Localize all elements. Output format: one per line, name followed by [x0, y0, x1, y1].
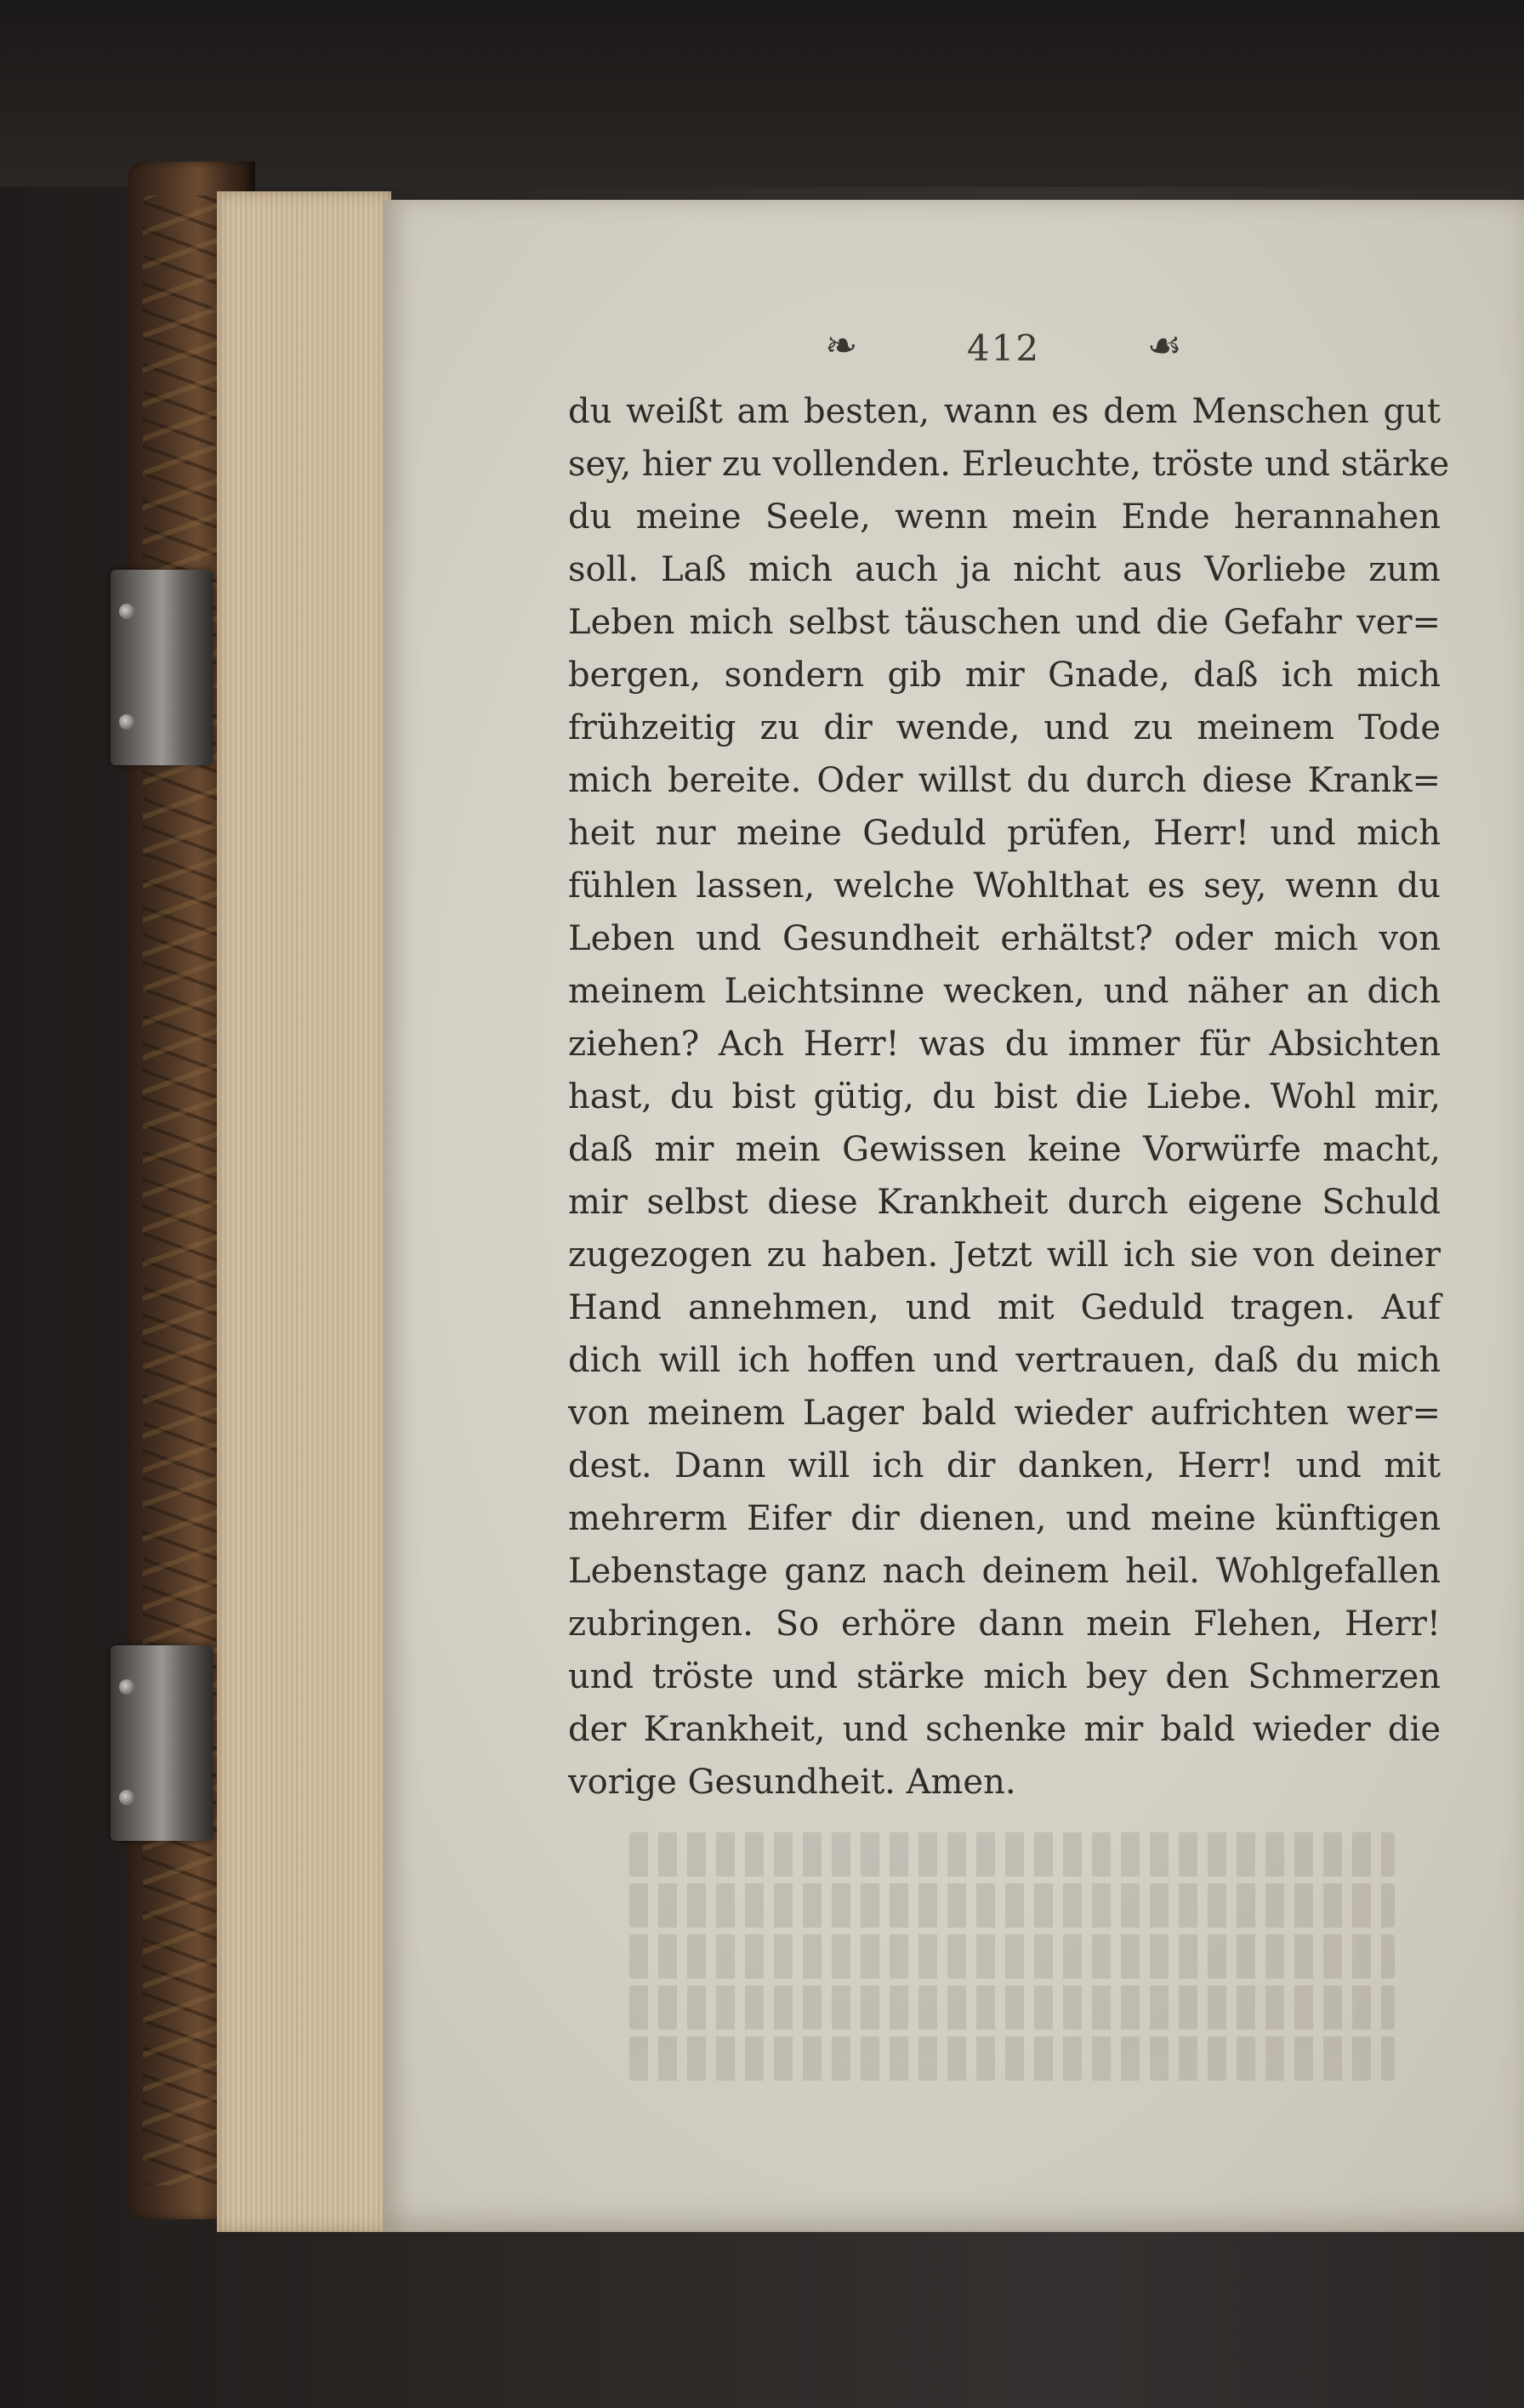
text-line: hast, du bist gütig, du bist die Liebe. Wohl mir, [568, 1077, 1441, 1116]
page-number: 412 [966, 327, 1041, 369]
ghost-line [629, 1832, 1395, 1877]
text-line: vorige Gesundheit. Amen. [568, 1763, 1016, 1802]
show-through-text [629, 1832, 1395, 2104]
page-block-edge [217, 191, 391, 2232]
text-line: mehrerm Eifer dir dienen, und meine künftigen [568, 1499, 1441, 1538]
text-line: dest. Dann will ich dir danken, Herr! und mit [568, 1446, 1441, 1485]
clasp-pin [119, 1790, 134, 1805]
text-line: fühlen lassen, welche Wohlthat es sey, wenn du [568, 866, 1441, 906]
text-line: soll. Laß mich auch ja nicht aus Vorliebe zum [568, 550, 1441, 589]
clasp-bottom [111, 1645, 213, 1841]
running-header [825, 319, 1182, 387]
text-line: und tröste und stärke mich bey den Schmerzen [568, 1657, 1441, 1696]
text-line: heit nur meine Geduld prüfen, Herr! und mich [568, 814, 1441, 853]
clasp-top [111, 570, 213, 765]
text-line: daß mir mein Gewissen keine Vorwürfe macht, [568, 1130, 1441, 1169]
text-line: zubringen. So erhöre dann mein Flehen, Herr! [568, 1604, 1441, 1644]
ornament-right-icon: ☙ [1146, 322, 1182, 368]
text-line: meinem Leichtsinne wecken, und näher an dich [568, 972, 1441, 1011]
text-line: Leben mich selbst täuschen und die Gefahr ver= [568, 603, 1441, 642]
ghost-line [629, 1883, 1395, 1928]
body-text [568, 385, 1524, 1809]
text-line: mich bereite. Oder willst du durch diese Krank= [568, 761, 1441, 800]
clasp-pin [119, 1679, 134, 1695]
text-line: frühzeitig zu dir wende, und zu meinem Tode [568, 708, 1441, 747]
text-line: Lebenstage ganz nach deinem heil. Wohlgefallen [568, 1552, 1441, 1591]
text-line: ziehen? Ach Herr! was du immer für Absichten [568, 1025, 1441, 1064]
text-line: bergen, sondern gib mir Gnade, daß ich mich [568, 656, 1441, 695]
clasp-pin [119, 714, 134, 730]
text-line: von meinem Lager bald wieder aufrichten wer= [568, 1394, 1441, 1433]
text-line: Hand annehmen, und mit Geduld tragen. Auf [568, 1288, 1441, 1327]
text-line: sey, hier zu vollenden. Erleuchte, tröste und stärke [568, 445, 1450, 484]
text-line: dich will ich hoffen und vertrauen, daß du mich [568, 1341, 1441, 1380]
text-line: du meine Seele, wenn mein Ende herannahen [568, 497, 1441, 537]
text-line: der Krankheit, und schenke mir bald wieder die [568, 1710, 1441, 1749]
book-page [383, 200, 1524, 2232]
text-line: du weißt am besten, wann es dem Menschen gut [568, 392, 1441, 431]
text-line: zugezogen zu haben. Jetzt will ich sie von deiner [568, 1235, 1441, 1275]
clasp-pin [119, 604, 134, 619]
background-top [0, 0, 1524, 187]
ghost-line [629, 2036, 1395, 2081]
text-line: Leben und Gesundheit erhältst? oder mich von [568, 919, 1441, 958]
ghost-line [629, 1985, 1395, 2030]
ghost-line [629, 1934, 1395, 1979]
ornament-left-icon: ❧ [825, 322, 858, 368]
text-line: mir selbst diese Krankheit durch eigene Schuld [568, 1183, 1441, 1222]
